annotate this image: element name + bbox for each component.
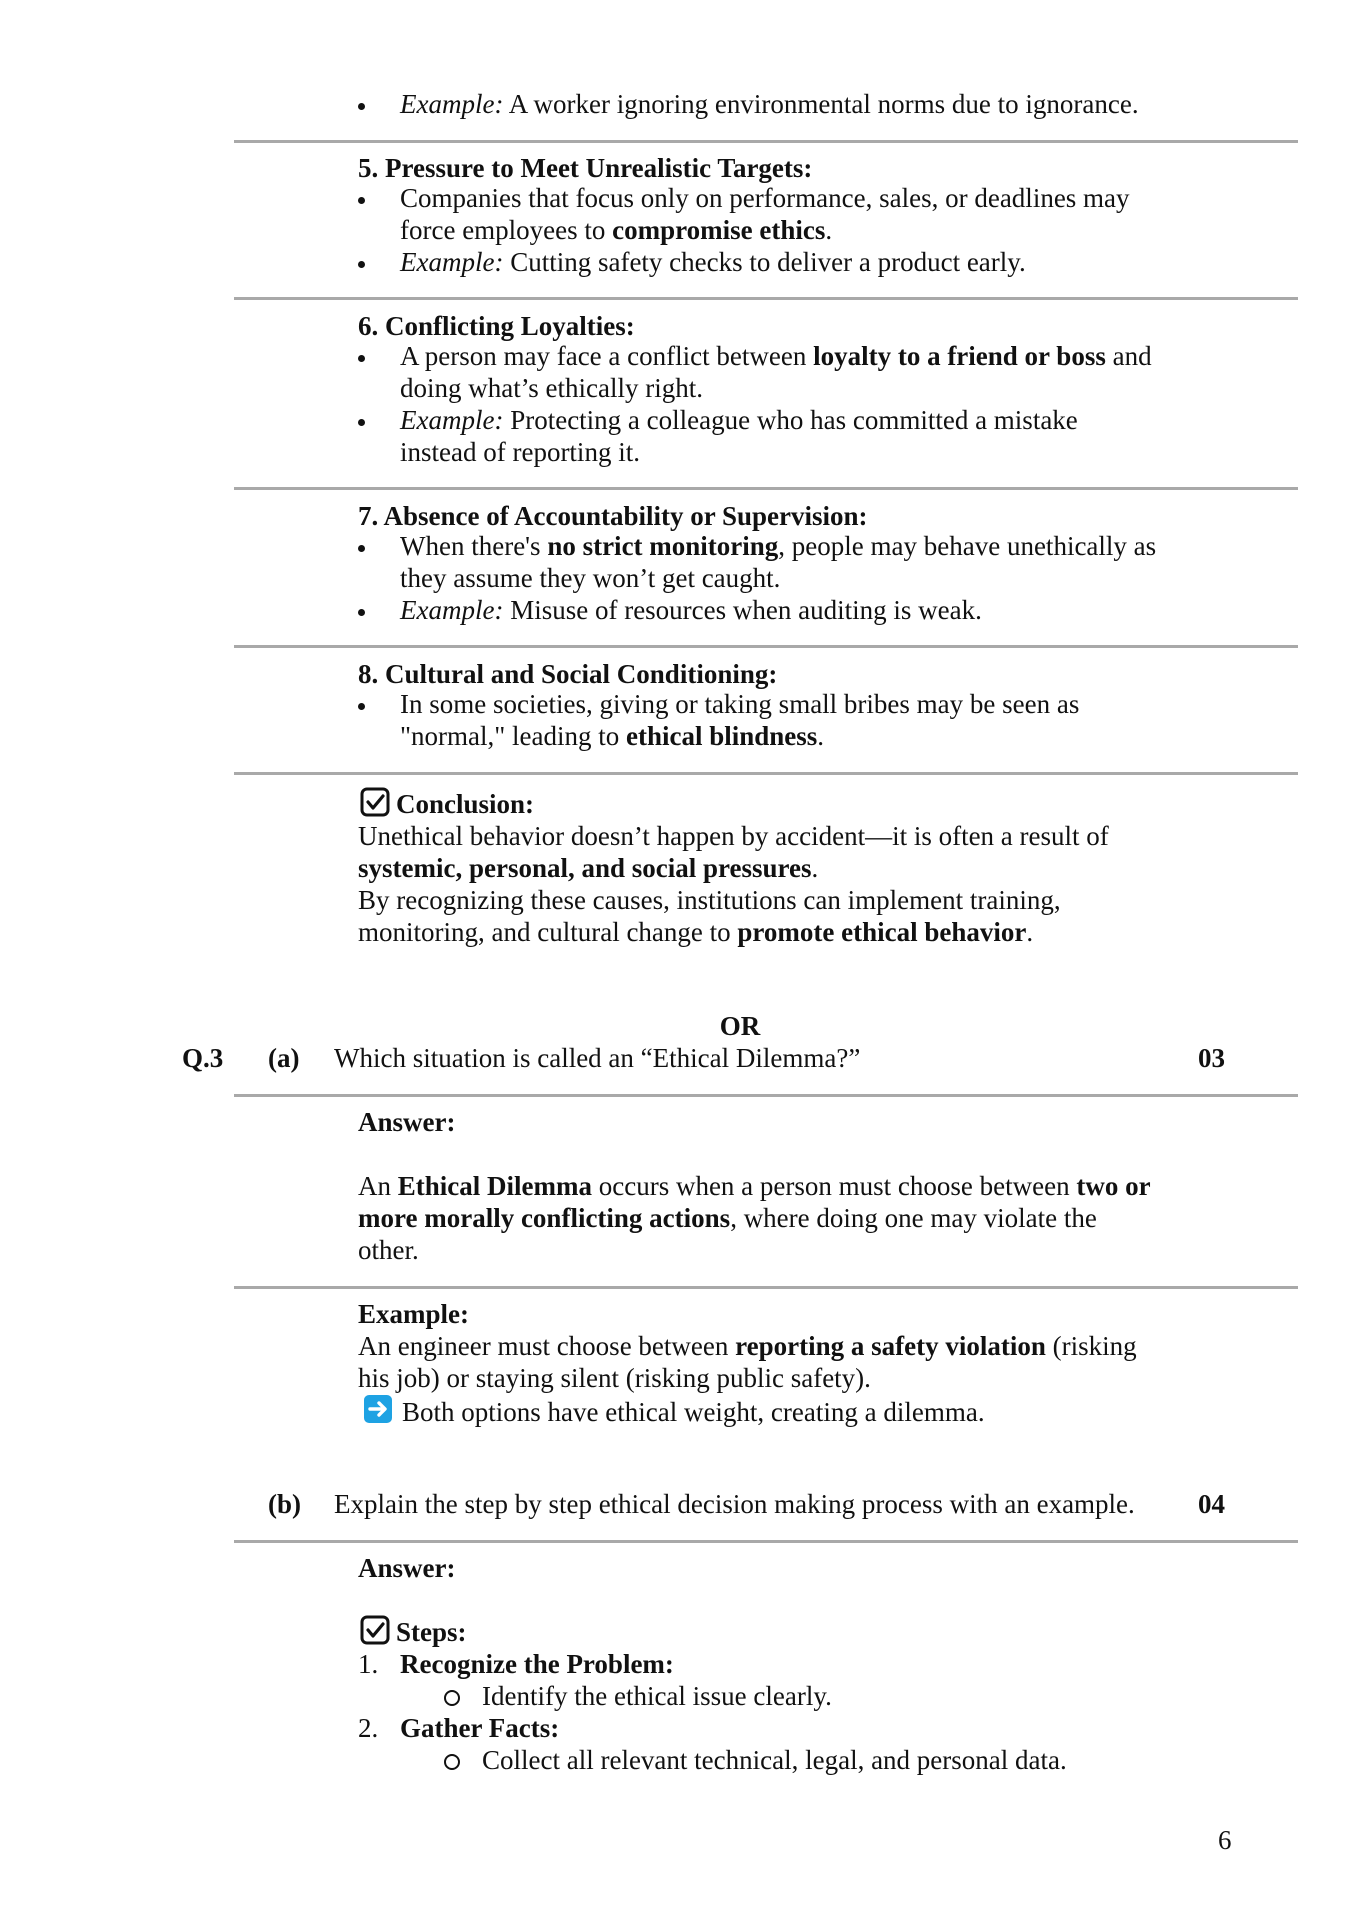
s7-bullet-1-line-2: they assume they won’t get caught.	[400, 563, 781, 593]
question-b-text: Explain the step by step ethical decision making process with an example.	[334, 1489, 1135, 1519]
section-6-heading: 6. Conflicting Loyalties:	[358, 311, 635, 341]
answer-line-1: An Ethical Dilemma occurs when a person must choose between two or	[358, 1171, 1151, 1201]
steps-heading: Steps:	[396, 1617, 467, 1647]
check-box-icon	[360, 1615, 390, 1645]
bullet	[358, 406, 372, 438]
row-divider	[234, 1540, 1298, 1543]
answer-label: Answer:	[358, 1553, 456, 1583]
conclusion-line-3: By recognizing these causes, institutions can implement training,	[358, 885, 1061, 915]
step-title: Gather Facts:	[400, 1713, 560, 1743]
example-label: Example:	[400, 89, 504, 119]
example-line	[400, 88, 1300, 120]
sub-bullet	[444, 1690, 460, 1706]
s6-bullet-2-line-2: instead of reporting it.	[400, 437, 640, 467]
step-number: 1.	[358, 1649, 379, 1679]
example-heading: Example:	[358, 1299, 469, 1329]
question-a-marks: 03	[1198, 1043, 1225, 1073]
example-line-2: his job) or staying silent (risking public safety).	[358, 1363, 871, 1393]
answer-label: Answer:	[358, 1107, 456, 1137]
row-divider	[234, 1094, 1298, 1097]
row-divider	[234, 1286, 1298, 1289]
section-7-heading: 7. Absence of Accountability or Supervision:	[358, 501, 868, 531]
s6-bullet-1-line-2: doing what’s ethically right.	[400, 373, 703, 403]
bullet	[358, 532, 372, 564]
bullet	[358, 90, 372, 122]
bullet	[358, 248, 372, 280]
example-text: A worker ignoring environmental norms due to ignorance.	[508, 89, 1139, 119]
s6-bullet-1-line-1: A person may face a conflict between loyalty to a friend or boss and	[400, 341, 1152, 371]
s7-bullet-2: Example: Misuse of resources when auditing is weak.	[400, 595, 982, 625]
s7-bullet-1-line-1: When there's no strict monitoring, people may behave unethically as	[400, 531, 1157, 561]
row-divider	[234, 487, 1298, 490]
s5-bullet-1-line-1: Companies that focus only on performance, sales, or deadlines may	[400, 183, 1130, 213]
example-line-3: Both options have ethical weight, creating a dilemma.	[402, 1397, 985, 1427]
question-part-a: (a)	[268, 1043, 300, 1073]
s8-bullet-1-line-2: "normal," leading to ethical blindness.	[400, 721, 825, 751]
s5-bullet-2: Example: Cutting safety checks to deliver a product early.	[400, 247, 1026, 277]
section-8-heading: 8. Cultural and Social Conditioning:	[358, 659, 778, 689]
s5-bullet-1-line-2: force employees to compromise ethics.	[400, 215, 833, 245]
s6-bullet-2-line-1: Example: Protecting a colleague who has committed a mistake	[400, 405, 1078, 435]
check-box-icon	[360, 787, 390, 817]
page-number: 6	[1218, 1825, 1232, 1855]
step-detail: Collect all relevant technical, legal, and personal data.	[482, 1745, 1067, 1775]
step-title: Recognize the Problem:	[400, 1649, 674, 1679]
answer-line-3: other.	[358, 1235, 419, 1265]
step-number: 2.	[358, 1713, 379, 1743]
question-number: Q.3	[182, 1043, 224, 1073]
row-divider	[234, 645, 1298, 648]
s8-bullet-1-line-1: In some societies, giving or taking small bribes may be seen as	[400, 689, 1080, 719]
conclusion-line-1: Unethical behavior doesn’t happen by accident—it is often a result of	[358, 821, 1109, 851]
bullet	[358, 596, 372, 628]
row-divider	[234, 297, 1298, 300]
step-detail: Identify the ethical issue clearly.	[482, 1681, 832, 1711]
conclusion-line-2: systemic, personal, and social pressures.	[358, 853, 819, 883]
or-divider-label: OR	[719, 1011, 761, 1041]
row-divider	[234, 772, 1298, 775]
question-a-text: Which situation is called an “Ethical Dilemma?”	[334, 1043, 861, 1073]
bullet	[358, 184, 372, 216]
conclusion-line-4: monitoring, and cultural change to promote ethical behavior.	[358, 917, 1034, 947]
bullet	[358, 342, 372, 374]
question-b-marks: 04	[1198, 1489, 1225, 1519]
sub-bullet	[444, 1754, 460, 1770]
section-5-heading: 5. Pressure to Meet Unrealistic Targets:	[358, 153, 813, 183]
conclusion-heading: Conclusion:	[396, 789, 535, 819]
example-line-1: An engineer must choose between reporting a safety violation (risking	[358, 1331, 1137, 1361]
row-divider	[234, 140, 1298, 143]
right-arrow-icon	[364, 1395, 392, 1423]
question-part-b: (b)	[268, 1489, 301, 1519]
answer-line-2: more morally conflicting actions, where doing one may violate the	[358, 1203, 1097, 1233]
bullet	[358, 690, 372, 722]
